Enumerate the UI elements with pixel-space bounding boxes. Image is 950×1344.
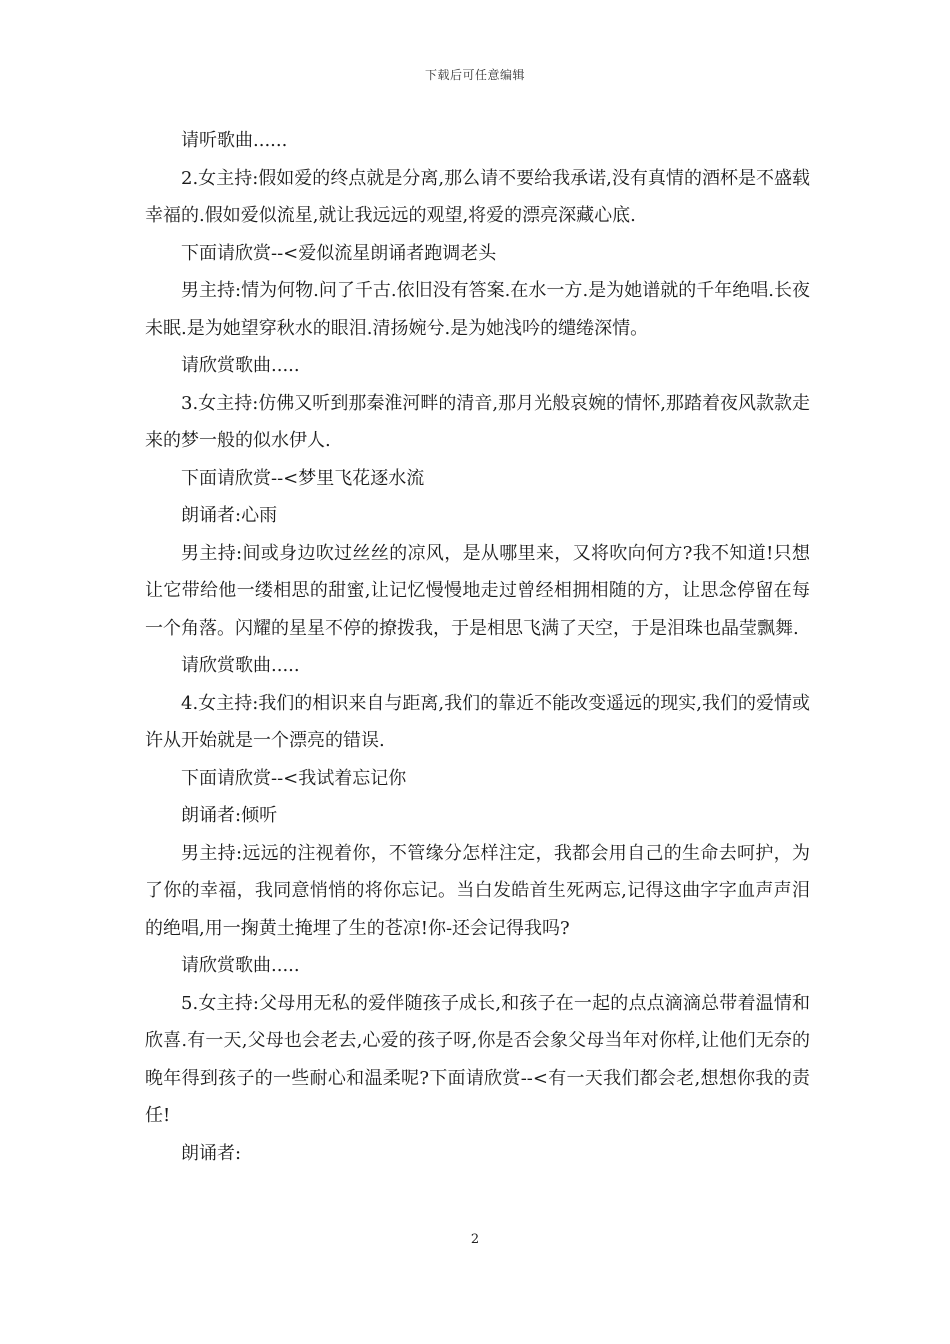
paragraph: 下面请欣赏--<我试着忘记你	[181, 767, 407, 789]
paragraph: 3.女主持:仿佛又听到那秦淮河畔的清音,那月光般哀婉的情怀,那踏着夜风款款走来的梦一般的似水伊人.	[145, 392, 810, 451]
page-header: 下载后可任意编辑	[424, 68, 525, 82]
paragraph: 请听歌曲......	[181, 130, 288, 151]
paragraph: 2.女主持:假如爱的终点就是分离,那么请不要给我承诺,没有真情的酒杯是不盛载幸福的.假如爱似流星,就让我远远的观望,将爱的漂亮深藏心底.	[145, 167, 810, 226]
paragraph: 男主持:间或身边吹过丝丝的凉风，是从哪里来，又将吹向何方?我不知道!只想让它带给他一缕相思的甜蜜,让记忆慢慢地走过曾经相拥相随的方，让思念停留在每一个角落。闪耀的星星不停的撩拨我，于是相思飞满了天空，于是泪珠也晶莹飘舞.	[145, 542, 810, 639]
paragraph: 男主持:远远的注视着你，不管缘分怎样注定，我都会用自己的生命去呵护，为了你的幸福，我同意悄悄的将你忘记。当白发皓首生死两忘,记得这曲字字血声声泪的绝唱,用一掬黄土掩埋了生的苍凉!你-还会记得我吗?	[145, 842, 810, 939]
paragraph: 男主持:情为何物.问了千古.依旧没有答案.在水一方.是为她谱就的千年绝唱.长夜未眠.是为她望穿秋水的眼泪.清扬婉兮.是为她浅吟的缱绻深情。	[145, 280, 810, 339]
paragraph: 下面请欣赏--<爱似流星朗诵者跑调老头	[181, 242, 497, 264]
page-number: 2	[470, 1232, 480, 1247]
paragraph: 请欣赏歌曲.....	[181, 955, 300, 976]
paragraph: 下面请欣赏--<梦里飞花逐水流	[181, 467, 425, 489]
paragraph: 5.女主持:父母用无私的爱伴随孩子成长,和孩子在一起的点点滴滴总带着温情和欣喜.有一天,父母也会老去,心爱的孩子呀,你是否会象父母当年对你样,让他们无奈的晚年得到孩子的一些耐心和温柔呢?下面请欣赏--<有一天我们都会老,想想你我的责任!	[145, 992, 810, 1126]
paragraph: 请欣赏歌曲.....	[181, 655, 300, 676]
document-body	[145, 122, 810, 1172]
paragraph: 朗诵者:倾听	[181, 805, 278, 826]
paragraph: 请欣赏歌曲.....	[181, 355, 300, 376]
paragraph: 4.女主持:我们的相识来自与距离,我们的靠近不能改变遥远的现实,我们的爱情或许从开始就是一个漂亮的错误.	[145, 692, 810, 751]
paragraph: 朗诵者:心雨	[181, 505, 278, 526]
paragraph: 朗诵者:	[181, 1142, 242, 1164]
